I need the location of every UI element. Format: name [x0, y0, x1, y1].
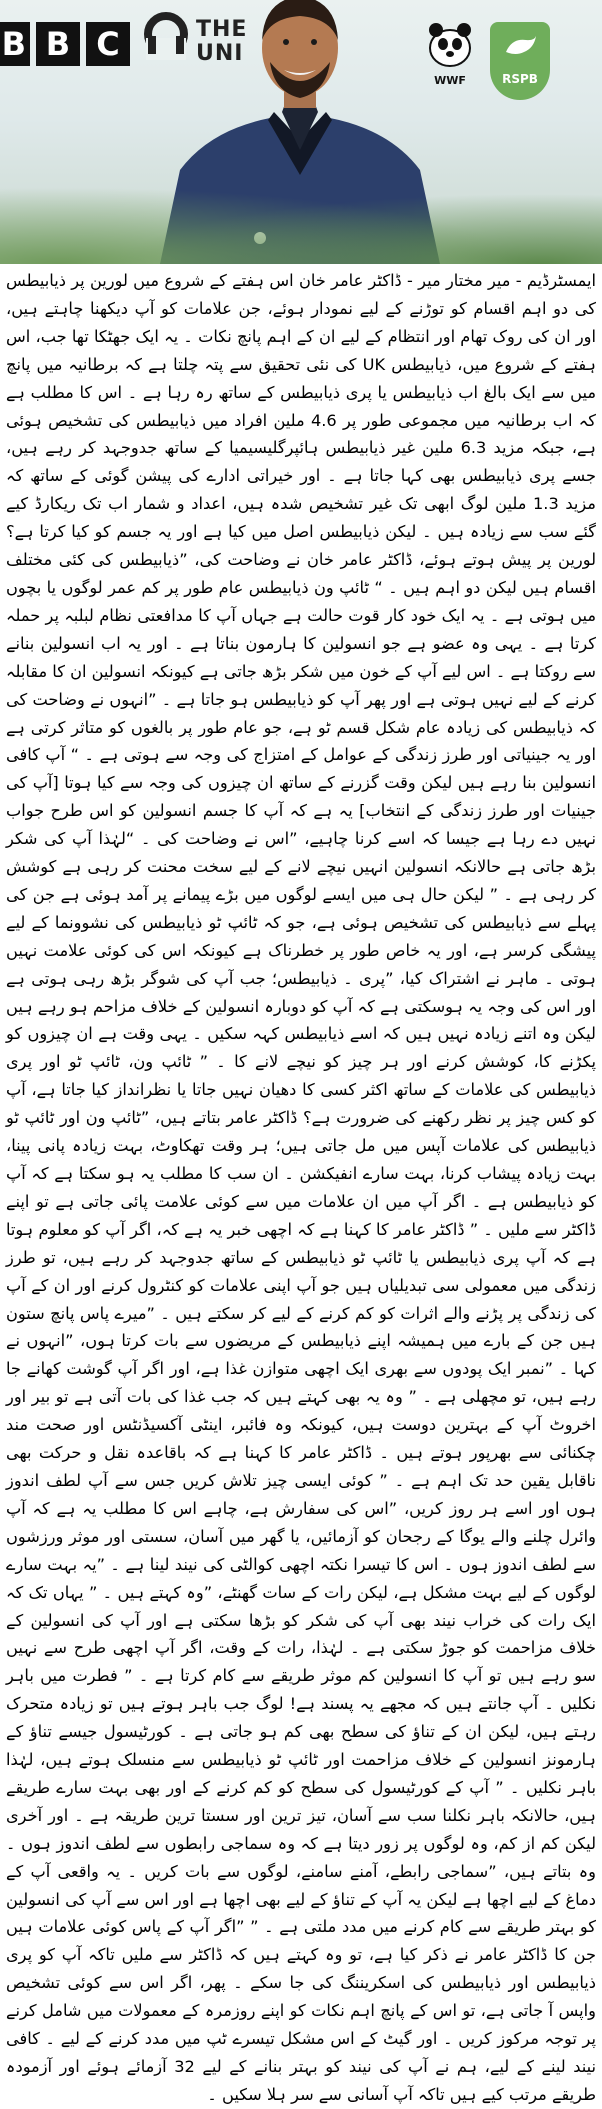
panda-icon — [424, 18, 476, 70]
rspb-logo-text: RSPB — [502, 72, 538, 86]
bbc-logo-letter: B — [0, 22, 30, 66]
open-university-logo-text: THE UNI — [196, 17, 248, 66]
article-text: ایمسٹرڈیم - میر مختار میر - ڈاکٹر عامر خان اس ہفتے کے شروع میں لورین پر ذیابیطس کی دو اہم اقسام کو توڑنے کے لیے نمودار ہوئے، جن علامات کو آپ دیکھنا چاہتے ہیں، اور ان کی روک تھام اور انتظام کے لیے ان کے اہم پانچ نکات ۔ یہ ایک جھٹکا تھا جب، اس ہفتے کے شروع میں، ذیابیطس UK کی نئی تحقیق سے پتہ چلتا ہے کہ برطانیہ میں پانچ میں سے ایک بالغ اب ذیابیطس یا پری ذیابیطس کے ساتھ رہ رہا ہے ۔ اس کا مطلب ہے کہ اب برطانیہ میں مجموعی طور پر 4.6 ملین افراد میں ذیابیطس کی تشخیص ہوئی ہے، جبکہ مزید 6.3 ملین غیر ذیابیطس ہائپرگلیسیمیا کے ساتھ جدوجہد کر رہے ہیں، جسے پری ذیابیطس بھی کہا جاتا ہے ۔ اور خیراتی ادارے کی پیشن گوئی کے ساتھ کہ مزید 1.3 ملین لوگ ابھی تک غیر تشخیص شدہ ہیں، اعداد و شمار اب تک ریکارڈ کیے گئے سب سے زیادہ ہیں ۔ لیکن ذیابیطس اصل میں کیا ہے اور یہ جسم کو کیا کرتا ہے؟ لورین پر پیش ہوتے ہوئے، ڈاکٹر عامر خان نے وضاحت کی، ”ذیابیطس کی کئی مختلف اقسام ہیں لیکن دو اہم ہیں ۔ “ ٹائپ ون ذیابیطس عام طور پر کم عمر لوگوں یا بچوں میں ہوتی ہے ۔ یہ ایک خود کار قوت حالت ہے جہاں آپ کا مدافعتی نظام لبلبہ پر حملہ کرتا ہے ۔ یہی وہ عضو ہے جو انسولین کا ہارمون بناتا ہے ۔ اور یہ اب انسولین بنانے سے روکتا ہے ۔ اس لیے آپ کے خون میں شکر بڑھ جاتی ہے کیونکہ انسولین ان کا مقابلہ کرنے کے لیے نہیں ہوتی ہے اور پھر آپ کو ذیابیطس ہو جاتا ہے ۔ ”انہوں نے وضاحت کی کہ ذیابیطس کی زیادہ عام شکل قسم ٹو ہے، جو عام طور پر بالغوں کو متاثر کرتی ہے اور یہ جینیاتی اور طرز زندگی کے عوامل کے امتزاج کی وجہ سے ہوتی ہے ۔ “ آپ کافی انسولین بنا رہے ہیں لیکن وقت گزرنے کے ساتھ ان چیزوں کی وجہ سے کیا ہوتا [آپ کی جینیات اور طرز زندگی کے انتخاب] یہ ہے کہ آپ کا جسم انسولین کو اس طرح جواب نہیں دے رہا ہے جیسا کہ اسے کرنا چاہیے، ”اس نے وضاحت کی ۔ “لہٰذا آپ کی شکر بڑھ جاتی ہے حالانکہ انسولین انہیں نیچے لانے کے لیے سخت محنت کر رہی ہے کوشش کر رہی ہے ۔ ” لیکن حال ہی میں ایسے لوگوں میں بڑے پیمانے پر آمد ہوئی ہے جن کی پہلے سے ذیابیطس کی تشخیص ہوئی ہے، جو کہ ٹائپ ٹو ذیابیطس کی نشوونما کے لیے پیشگی کرسر ہے، اور یہ خاص طور پر خطرناک ہے کیونکہ اس کی کوئی علامت نہیں ہوتی ۔ ماہر نے اشتراک کیا، ”پری ۔ ذیابیطس؛ جب آپ کی شوگر بڑھ رہی ہوتی ہے اور اس کی وجہ یہ ہوسکتی ہے کہ آپ کو دوبارہ انسولین کے خلاف مزاحم ہو رہے ہیں لیکن وہ اتنے زیادہ نہیں ہیں کہ اسے ذیابیطس کہہ سکیں ۔ یہی وقت ہے ان چیزوں کو پکڑنے کا، کوشش کرنے اور ہر چیز کو نیچے لانے کا ۔ ” ٹائپ ون، ٹائپ ٹو اور پری ذیابیطس کی علامات کے ساتھ اکثر کسی کا دھیان نہیں جاتا یا نظرانداز کیا جاتا ہے، آپ کو کس چیز پر نظر رکھنے کی ضرورت ہے؟ ڈاکٹر عامر بتاتے ہیں، ”ٹائپ ون اور ٹائپ ٹو ذیابیطس کی علامات آپس میں مل جاتی ہیں؛ ہر وقت تھکاوٹ، بہت زیادہ پانی پینا، بہت زیادہ پیشاب کرنا، بہت سارے انفیکشن ۔ ان سب کا مطلب یہ ہو سکتا ہے کہ آپ کو ذیابیطس ہے ۔ اگر آپ میں ان علامات میں سے کوئی علامت پائی جاتی ہے تو اپنے ڈاکٹر سے ملیں ۔ ” ڈاکٹر عامر کا کہنا ہے کہ اچھی خبر یہ ہے کہ، اگر آپ کو معلوم ہوتا ہے کہ آپ پری ذیابیطس یا ٹائپ ٹو ذیابیطس کے ساتھ جدوجہد کر رہے ہیں، تو طرز زندگی میں معمولی سی تبدیلیاں ہیں جو آپ اپنی علامات کو کنٹرول کرنے اور ان کے آپ کی زندگی پر پڑنے والے اثرات کو کم کرنے کے لیے کر سکتے ہیں ۔ ”میرے پاس پانچ ستون ہیں جن کے بارے میں ہمیشہ اپنے ذیابیطس کے مریضوں سے بات کرتا ہوں، ”انہوں نے کہا ۔ ”نمبر ایک پودوں سے بھری ایک اچھی متوازن غذا ہے، اور اگر آپ گوشت کھانے جا رہے ہیں، تو مچھلی ہے ۔ ” وہ یہ بھی کہتے ہیں کہ جب غذا کی بات آتی ہے تو بیر اور اخروٹ آپ کے بہترین دوست ہیں، کیونکہ وہ فائبر، اینٹی آکسیڈنٹس اور صحت مند چکنائی سے بھرپور ہوتے ہیں ۔ ڈاکٹر عامر کا کہنا ہے کہ باقاعدہ نقل و حرکت بھی ناقابل یقین حد تک اہم ہے ۔ ” کوئی ایسی چیز تلاش کریں جس سے آپ لطف اندوز ہوں اور اسے ہر روز کریں، ”اس کی سفارش ہے، چاہے اس کا مطلب یہ ہے کہ آپ وائرل چلنے والے یوگا کے رجحان کو آزمائیں، یا گھر میں آسان، سستی اور موثر ورزشوں سے لطف اندوز ہوں ۔ اس کا تیسرا نکتہ اچھی کوالٹی کی نیند لینا ہے ۔ ”یہ بہت سارے لوگوں کے لیے بہت مشکل ہے، لیکن رات کے سات گھنٹے، ”وہ کہتے ہیں ۔ ” یہاں تک کہ ایک رات کی خراب نیند بھی آپ کی شکر کو بڑھا سکتی ہے اور آپ کی انسولین کے خلاف مزاحمت کو جوڑ سکتی ہے ۔ لہٰذا، رات کے وقت، اگر آپ اچھی طرح سے نہیں سو رہے ہیں تو آپ کا انسولین کم موثر طریقے سے کام کرتا ہے ۔ ” فطرت میں باہر نکلیں ۔ آپ جانتے ہیں کہ مجھے یہ پسند ہے! لوگ جب باہر ہوتے ہیں تو زیادہ متحرک رہتے ہیں، لیکن ان کے تناؤ کی سطح بھی کم ہو جاتی ہے ۔ کورٹیسول جیسے تناؤ کے ہارمونز انسولین کے خلاف مزاحمت اور ٹائپ ٹو ذیابیطس سے منسلک ہوتے ہیں، لہٰذا باہر نکلیں ۔ ” آپ کے کورٹیسول کی سطح کو کم کرنے کے اور بھی بہت سارے طریقے ہیں، حالانکہ باہر نکلنا سب سے آسان، تیز ترین اور سستا ترین طریقہ ہے ۔ اور آخری لیکن کم از کم، وہ لوگوں پر زور دیتا ہے کہ وہ سماجی رابطوں سے لطف اندوز ہوں ۔ وہ بتاتے ہیں، ”سماجی رابطے، آمنے سامنے، لوگوں سے بات کریں ۔ یہ واقعی آپ کے دماغ کے لیے اچھا ہے لیکن یہ آپ کے تناؤ کے لیے بھی اچھا ہے اور اس سے آپ کی انسولین کو بہتر طریقے سے کام کرنے میں مدد ملتی ہے ۔ ” ”اگر آپ کے پاس کوئی علامات ہیں جن کا ڈاکٹر عامر نے ذکر کیا ہے، تو وہ کہتے ہیں کہ ڈاکٹر سے ملیں تاکہ آپ کو پری ذیابیطس اور ذیابیطس کی اسکریننگ کی جا سکے ۔ پھر، اگر اس سے کوئی تشخیص واپس آ جاتی ہے، تو اس کے پانچ اہم نکات کو اپنے روزمرہ کے معمولات میں شامل کرنے پر توجہ مرکوز کریں ۔ اور گیٹ کے اس مشکل تیسرے ٹپ میں مدد کرنے کے لیے ۔ کافی نیند لینے کے لیے، ہم نے آپ کی نیند کو بہتر بنانے کے لیے 32 آزمائے ہوئے اور آزمودہ طریقے مرتب کیے ہیں تاکہ آپ آسانی سے سر ہلا سکیں ۔ — [5, 271, 597, 2104]
article-photo — [0, 0, 602, 264]
bbc-logo-letter: C — [86, 22, 130, 66]
bbc-logo-letter: B — [36, 22, 80, 66]
bbc-logo — [0, 22, 130, 66]
bird-icon — [502, 32, 538, 62]
article-body — [0, 264, 602, 2109]
wwf-logo — [424, 18, 476, 87]
wwf-logo-text: WWF — [434, 74, 466, 87]
rspb-logo — [490, 22, 550, 100]
background-foliage — [0, 174, 602, 264]
